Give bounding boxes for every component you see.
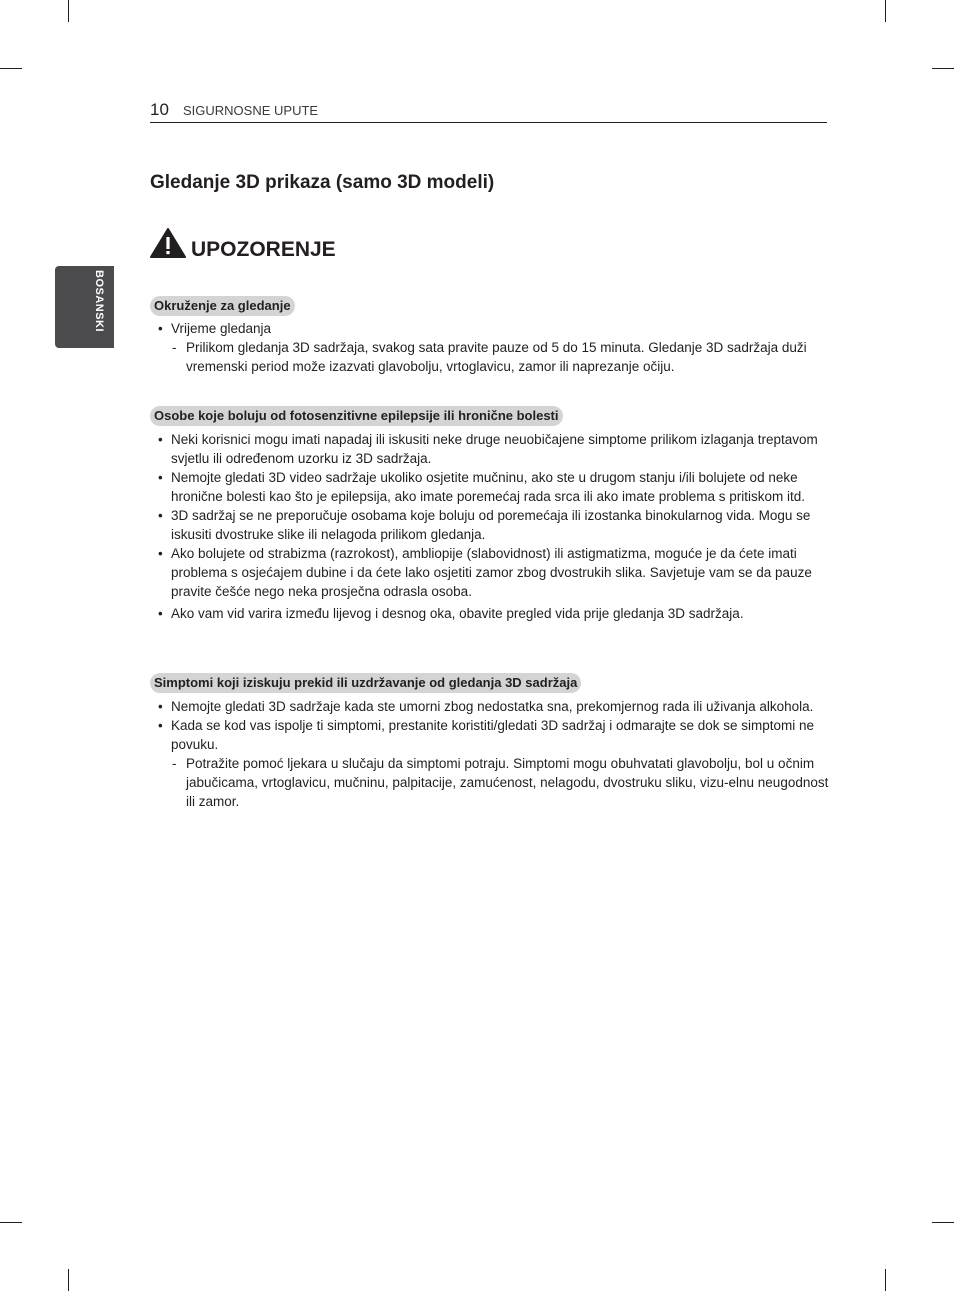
bullet-icon: • (158, 321, 163, 336)
page-number: 10 (150, 100, 169, 119)
list-item (150, 319, 830, 338)
crop-mark (885, 0, 886, 22)
bullet-list (150, 319, 830, 376)
subsection-heading: Osobe koje boluju od fotosenzitivne epilepsije ili hronične bolesti (150, 406, 563, 426)
subsection-heading: Okruženje za gledanje (150, 296, 295, 316)
crop-mark (932, 68, 954, 69)
list-item-text: Ako bolujete od strabizma (razrokost), ambliopije (slabovidnost) ili astigmatizma, moguće je da ćete imati problema s osjećajem dubine i da ćete lako osjetiti zamor zbog dvostrukih slika. Savjetuje vam se da pauze pravite češće nego neka prosječna odrasla osoba. (171, 546, 812, 599)
running-title: SIGURNOSNE UPUTE (183, 103, 319, 118)
bullet-icon: • (158, 432, 163, 447)
list-item-text: 3D sadržaj se ne preporučuje osobama koje boluju od poremećaja ili izostanka binokularnog vida. Mogu se iskusiti dvostruke slike ili nelagoda prilikom gledanja. (171, 508, 811, 542)
dash-icon: - (172, 340, 177, 355)
sub-list-item-text: Potražite pomoć ljekara u slučaju da simptomi potraju. Simptomi mogu obuhvatati glavobolju, bol u očnim jabučicama, vrtoglavicu, mučninu, palpitacije, zamućenost, nelagodu, dvostruku sliku, vizu-elnu neugodnost ili zamor. (186, 756, 829, 809)
list-item (150, 468, 830, 506)
bullet-list (150, 697, 830, 811)
bullet-icon: • (158, 699, 163, 714)
page-header (150, 100, 827, 123)
sub-list-item (150, 754, 830, 811)
list-item (150, 697, 830, 716)
list-item-text: Nemojte gledati 3D sadržaje kada ste umorni zbog nedostatka sna, prekomjernog rada ili uživanja alkohola. (171, 699, 814, 714)
section-title: Gledanje 3D prikaza (samo 3D modeli) (150, 172, 495, 193)
list-item (150, 604, 830, 623)
language-tab-label: BOSANSKI (93, 270, 105, 333)
list-item (150, 430, 830, 468)
list-item (150, 544, 830, 601)
list-item-text: Kada se kod vas ispolje ti simptomi, prestanite koristiti/gledati 3D sadržaj i odmarajte se dok se simptomi ne povuku. (171, 718, 815, 752)
list-item-text: Ako vam vid varira između lijevog i desnog oka, obavite pregled vida prije gledanja 3D sadržaja. (171, 606, 744, 621)
list-item-text: Vrijeme gledanja (171, 321, 272, 336)
bullet-icon: • (158, 718, 163, 733)
bullet-icon: • (158, 508, 163, 523)
list-item-text: Neki korisnici mogu imati napadaj ili iskusiti neke druge neuobičajene simptome prilikom izlaganja treptavom svjetlu ili određenom uzorku iz 3D sadržaja. (171, 432, 818, 466)
list-item (150, 506, 830, 544)
crop-mark (0, 1222, 22, 1223)
bullet-icon: • (158, 470, 163, 485)
dash-icon: - (172, 756, 177, 771)
bullet-icon: • (158, 606, 163, 621)
sub-list-item-text: Prilikom gledanja 3D sadržaja, svakog sata pravite pauze od 5 do 15 minuta. Gledanje 3D sadržaja duži vremenski period može izazvati glavobolju, vrtoglavicu, zamor ili naprezanje očiju. (186, 340, 807, 374)
subsection-heading: Simptomi koji iziskuju prekid ili uzdržavanje od gledanja 3D sadržaja (150, 673, 581, 693)
crop-mark (68, 0, 69, 22)
sub-list-item (150, 338, 830, 376)
crop-mark (0, 68, 22, 69)
warning-triangle-icon (150, 228, 186, 258)
bullet-icon: • (158, 546, 163, 561)
crop-mark (932, 1222, 954, 1223)
bullet-list (150, 430, 830, 623)
crop-mark (68, 1269, 69, 1291)
list-item (150, 716, 830, 754)
crop-mark (885, 1269, 886, 1291)
warning-label: UPOZORENJE (191, 238, 336, 261)
language-tab (55, 266, 114, 348)
list-item-text: Nemojte gledati 3D video sadržaje ukoliko osjetite mučninu, ako ste u drugom stanju i/ili bolujete od neke hronične bolesti kao što je epilepsija, ako imate poremećaj rada srca ili ako imate problema s pritiskom itd. (171, 470, 806, 504)
